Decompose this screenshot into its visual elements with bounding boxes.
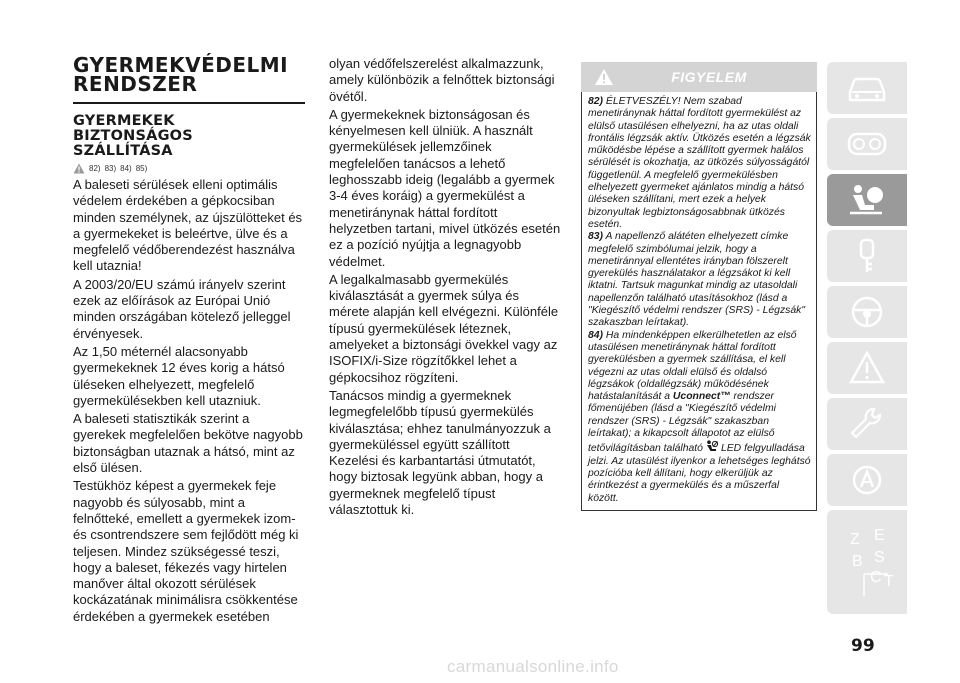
wrench-icon <box>844 404 890 444</box>
sidebar-item-starting[interactable] <box>827 230 907 282</box>
warning-number: 82) <box>588 96 604 107</box>
column-1 <box>73 53 305 627</box>
paragraph: A baleseti sérülések elleni optimális védelem érdekében a gépkocsiban minden személynek, az újszülötteket és a gyermekeket is beleértve, ülve és a megfelelő védőberendezést használva kell utaznia! <box>73 177 303 274</box>
sidebar-item-maintenance[interactable] <box>827 398 907 450</box>
uconnect-label: Uconnect™ <box>672 391 731 403</box>
paragraph: A baleseti statisztikák szerint a gyerekek megfelelően bekötve nagyobb biztonságban utaznak a hátsó, mint az első ülésen. <box>73 411 303 476</box>
warning-text: Ha mindenképpen elkerülhetetlen az első utasülésen menetiránynak háttal fordított gyerekülésben a gyermek szállítása, el kell végezni az utas oldali elülső és oldalsó légzsákok (oldallégzsák) működésének hatástalanítását a <box>588 329 797 403</box>
chapter-sidebar <box>827 62 907 624</box>
sidebar-item-driving[interactable] <box>827 286 907 338</box>
warning-box <box>581 62 817 511</box>
index-letter: E <box>874 527 885 544</box>
column-2 <box>329 56 561 520</box>
watermark: carmanualsonline.info <box>447 657 619 676</box>
paragraph: Az 1,50 méternél alacsonyabb gyermekeknek 12 éves korig a hátsó üléseken elhelyezett, megfelelő gyermekülésekben kell utazniuk. <box>73 343 285 408</box>
sidebar-item-car[interactable] <box>827 62 907 114</box>
ref-85[interactable]: 85) <box>135 164 148 173</box>
warning-text: rendszer főmenüjében (lásd a "Kiegészítő védelmi rendszer (SRS) - Légzsák" szakaszban leírtakat); a kikapcsolt állapotot az elülső tetővilágításban található <box>588 391 776 455</box>
paragraph: Testükhöz képest a gyermekek feje nagyobb és súlyosabb, mint a felnőtteké, emellett a gyermekek izom- és csontrendszere sem fejlődött még ki teljesen. Mindez szükségessé teszi, hogy a baleset, fékezés vagy hirtelen manőver által okozott sérülések kockázatának minimálisra csökkentése érdekében a gyermekek esetében <box>73 478 299 624</box>
car-icon <box>844 68 890 108</box>
index-letter: B <box>852 553 863 570</box>
index-letter: S <box>874 549 885 566</box>
index-icon <box>844 522 894 602</box>
section-title: GYERMEKVÉDELMI RENDSZER <box>73 53 289 96</box>
title-divider <box>73 102 305 104</box>
airbag-icon <box>844 180 890 220</box>
warning-triangle-icon <box>73 163 85 174</box>
dashboard-icon <box>844 124 890 164</box>
sidebar-item-warnings[interactable] <box>827 342 907 394</box>
ref-84[interactable]: 84) <box>120 164 132 173</box>
warning-title: FIGYELEM <box>671 69 747 85</box>
body-text-col1 <box>73 177 305 625</box>
warning-text: ÉLETVESZÉLY! Nem szabad menetiránynak háttal fordított gyermekülést az elülső utasülésen elhelyezni, ha az utas oldali frontális légzsák aktív. Ütközés esetén a légzsák működésbe lépése a szállított gyermek halálos sérülését is okozhatja, az ütközés súlyosságától függetlenül. A megfelelő gyermekülésben elhelyezett gyermeket ajánlatos mindig a hátsó üléseken szállítani, mert ezek a helyek bizonyultak legbiztonságosabbnak ütközés esetén. <box>588 96 811 230</box>
page-number: 99 <box>851 636 875 656</box>
warning-triangle-icon <box>594 68 614 86</box>
warning-item-82 <box>588 96 812 231</box>
sidebar-item-emergency[interactable] <box>827 454 907 506</box>
passenger-airbag-off-icon <box>705 440 719 453</box>
paragraph: A 2003/20/EU számú irányelv szerint ezek az előírások az Európai Unió minden országában kötelező jelleggel érvényesek. <box>73 276 291 341</box>
steering-wheel-icon <box>844 292 890 332</box>
road-assistance-icon <box>844 460 890 500</box>
warning-icon <box>844 348 890 388</box>
paragraph: A legalkalmasabb gyermekülés kiválasztását a gyermek súlya és mérete alapján kell elvégezni. Különféle típusú gyermekülések léteznek, amelyeket a biztonsági övekkel vagy az ISOFIX/i-Size rögzítőkkel lehet a gépkocsihoz rögzíteni. <box>329 271 559 385</box>
warning-body <box>581 92 817 511</box>
warning-header <box>581 62 817 92</box>
warning-item-83 <box>588 231 812 329</box>
key-icon <box>844 236 890 276</box>
paragraph: A gyermekeknek biztonságosan és kényelmesen kell ülniük. A használt gyermekülések jellemzőinek megfelelően tanácsos a lehető leghosszabb ideig (legalább a gyermek 3-4 éves koráig) a gyermekülést a menetiránynak háttal fordított helyzetben tartani, mivel ütközés esetén ez a pozíció nyújtja a legnagyobb védelmet. <box>329 106 561 269</box>
paragraph: Tanácsos mindig a gyermeknek legmegfelelőbb típusú gyermekülés kiválasztása; ehhez tanulmányozzuk a gyermeküléssel együtt szállított Kezelési és karbantartási útmutatót, hogy biztosak legyünk abban, hogy a gyermeknek megfelelő típust választottuk ki. <box>329 387 551 518</box>
sidebar-item-safety[interactable] <box>827 174 907 226</box>
index-letter: Z <box>850 531 860 548</box>
index-letter: C <box>870 569 882 586</box>
sidebar-item-dashboard[interactable] <box>827 118 907 170</box>
warning-text: LED felgyulladása jelzi. Az utasülést ilyenkor a lehetséges leghátsó pozícióba kell állítani, hogy elkerüljük az érintkezést a gyermekülés és a műszerfal között. <box>588 443 811 504</box>
warning-number: 83) <box>588 231 604 243</box>
section-subtitle: GYERMEKEK BIZTONSÁGOS SZÁLLÍTÁSA <box>73 113 193 159</box>
ref-82[interactable]: 82) <box>89 164 101 173</box>
index-letter: T <box>884 573 894 590</box>
warning-references <box>73 163 305 174</box>
warning-number: 84) <box>588 329 604 341</box>
sidebar-item-index[interactable] <box>827 510 907 614</box>
ref-83[interactable]: 83) <box>104 164 117 173</box>
warning-item-84 <box>588 330 812 505</box>
paragraph: olyan védőfelszerelést alkalmazzunk, amely különbözik a felnőttek biztonsági övétől. <box>329 56 555 104</box>
warning-text: A napellenző alátéten elhelyezett címke megfelelő szimbólumai jelzik, hogy a menetiránnyal ellentétes irányban fölszerelt gyerekülés használatakor a légzsákot ki kell iktatni. Tartsuk magunkat mindig az utasoldali napellenzőn található utasításokhoz (lásd a "Kiegészítő védelmi rendszer (SRS) - Légzsák" szakaszban leírtakat). <box>588 231 806 329</box>
